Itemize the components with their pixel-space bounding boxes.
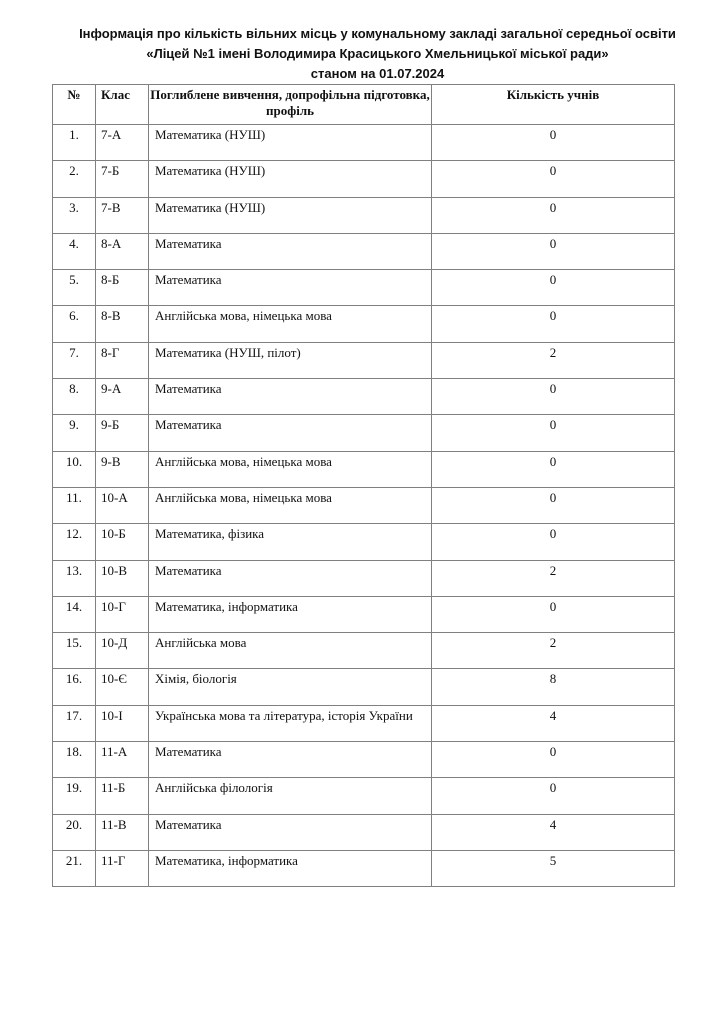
cell-class: 11-Б (96, 778, 149, 814)
cell-count: 0 (432, 197, 675, 233)
column-header-number: № (53, 85, 96, 125)
cell-count: 8 (432, 669, 675, 705)
cell-number: 5. (53, 270, 96, 306)
cell-number: 13. (53, 560, 96, 596)
cell-class: 10-В (96, 560, 149, 596)
table-row (53, 524, 675, 560)
cell-class: 7-А (96, 125, 149, 161)
column-header-profile: Поглиблене вивчення, допрофільна підготовка, профіль (149, 85, 432, 125)
table-row (53, 742, 675, 778)
cell-profile: Математика (149, 233, 432, 269)
table-row (53, 415, 675, 451)
cell-profile: Хімія, біологія (149, 669, 432, 705)
cell-class: 11-А (96, 742, 149, 778)
table-row (53, 197, 675, 233)
cell-count: 4 (432, 814, 675, 850)
table-row (53, 778, 675, 814)
cell-profile: Математика (149, 415, 432, 451)
cell-count: 0 (432, 778, 675, 814)
cell-number: 19. (53, 778, 96, 814)
cell-class: 9-Б (96, 415, 149, 451)
cell-profile: Англійська мова, німецька мова (149, 306, 432, 342)
cell-count: 0 (432, 742, 675, 778)
cell-number: 21. (53, 850, 96, 886)
cell-count: 0 (432, 125, 675, 161)
cell-number: 20. (53, 814, 96, 850)
table-row (53, 487, 675, 523)
cell-number: 15. (53, 633, 96, 669)
cell-class: 8-В (96, 306, 149, 342)
cell-profile: Математика (НУШ, пілот) (149, 342, 432, 378)
cell-count: 0 (432, 161, 675, 197)
table-row (53, 633, 675, 669)
table-row (53, 850, 675, 886)
cell-profile: Англійська філологія (149, 778, 432, 814)
cell-number: 17. (53, 705, 96, 741)
cell-class: 8-А (96, 233, 149, 269)
cell-count: 2 (432, 560, 675, 596)
cell-class: 10-Б (96, 524, 149, 560)
cell-count: 0 (432, 379, 675, 415)
table-row (53, 814, 675, 850)
cell-class: 7-В (96, 197, 149, 233)
cell-class: 10-Д (96, 633, 149, 669)
cell-count: 0 (432, 415, 675, 451)
table-row (53, 451, 675, 487)
table-row (53, 560, 675, 596)
cell-number: 8. (53, 379, 96, 415)
cell-profile: Математика (149, 379, 432, 415)
cell-number: 2. (53, 161, 96, 197)
cell-count: 0 (432, 306, 675, 342)
cell-profile: Українська мова та література, історія України (149, 705, 432, 741)
document-header (60, 24, 695, 84)
vacancies-table (52, 84, 675, 887)
cell-class: 10-А (96, 487, 149, 523)
cell-count: 2 (432, 342, 675, 378)
cell-profile: Англійська мова (149, 633, 432, 669)
cell-number: 18. (53, 742, 96, 778)
cell-class: 9-А (96, 379, 149, 415)
cell-profile: Англійська мова, німецька мова (149, 487, 432, 523)
table-row (53, 161, 675, 197)
cell-count: 2 (432, 633, 675, 669)
table-header-row (53, 85, 675, 125)
column-header-count: Кількість учнів (432, 85, 675, 125)
cell-number: 12. (53, 524, 96, 560)
cell-count: 0 (432, 270, 675, 306)
cell-number: 16. (53, 669, 96, 705)
cell-number: 6. (53, 306, 96, 342)
cell-count: 0 (432, 233, 675, 269)
cell-profile: Математика (НУШ) (149, 161, 432, 197)
cell-number: 14. (53, 596, 96, 632)
cell-number: 10. (53, 451, 96, 487)
cell-number: 9. (53, 415, 96, 451)
table-row (53, 669, 675, 705)
table-row (53, 306, 675, 342)
cell-profile: Математика (149, 814, 432, 850)
cell-count: 0 (432, 451, 675, 487)
cell-profile: Математика (149, 270, 432, 306)
cell-profile: Математика (149, 742, 432, 778)
cell-class: 10-Г (96, 596, 149, 632)
cell-class: 10-Є (96, 669, 149, 705)
cell-profile: Математика, фізика (149, 524, 432, 560)
cell-class: 8-Б (96, 270, 149, 306)
cell-class: 9-В (96, 451, 149, 487)
column-header-class: Клас (96, 85, 149, 125)
cell-class: 11-В (96, 814, 149, 850)
table-row (53, 270, 675, 306)
cell-class: 8-Г (96, 342, 149, 378)
cell-profile: Математика, інформатика (149, 596, 432, 632)
table-row (53, 596, 675, 632)
cell-class: 10-І (96, 705, 149, 741)
header-line-2: «Ліцей №1 імені Володимира Красицького Хмельницької міської ради» (146, 46, 609, 61)
cell-number: 11. (53, 487, 96, 523)
cell-class: 11-Г (96, 850, 149, 886)
cell-profile: Математика (149, 560, 432, 596)
cell-count: 0 (432, 487, 675, 523)
cell-count: 4 (432, 705, 675, 741)
cell-number: 1. (53, 125, 96, 161)
cell-count: 0 (432, 524, 675, 560)
table-row (53, 705, 675, 741)
table-row (53, 379, 675, 415)
cell-number: 7. (53, 342, 96, 378)
cell-class: 7-Б (96, 161, 149, 197)
cell-number: 4. (53, 233, 96, 269)
cell-profile: Англійська мова, німецька мова (149, 451, 432, 487)
header-line-1: Інформація про кількість вільних місць у комунальному закладі загальної середньої освіти (79, 26, 676, 41)
cell-profile: Математика (НУШ) (149, 125, 432, 161)
table-row (53, 233, 675, 269)
header-line-3: станом на 01.07.2024 (310, 66, 445, 81)
cell-count: 0 (432, 596, 675, 632)
cell-profile: Математика (НУШ) (149, 197, 432, 233)
cell-number: 3. (53, 197, 96, 233)
table-row (53, 342, 675, 378)
cell-profile: Математика, інформатика (149, 850, 432, 886)
table-row (53, 125, 675, 161)
cell-count: 5 (432, 850, 675, 886)
